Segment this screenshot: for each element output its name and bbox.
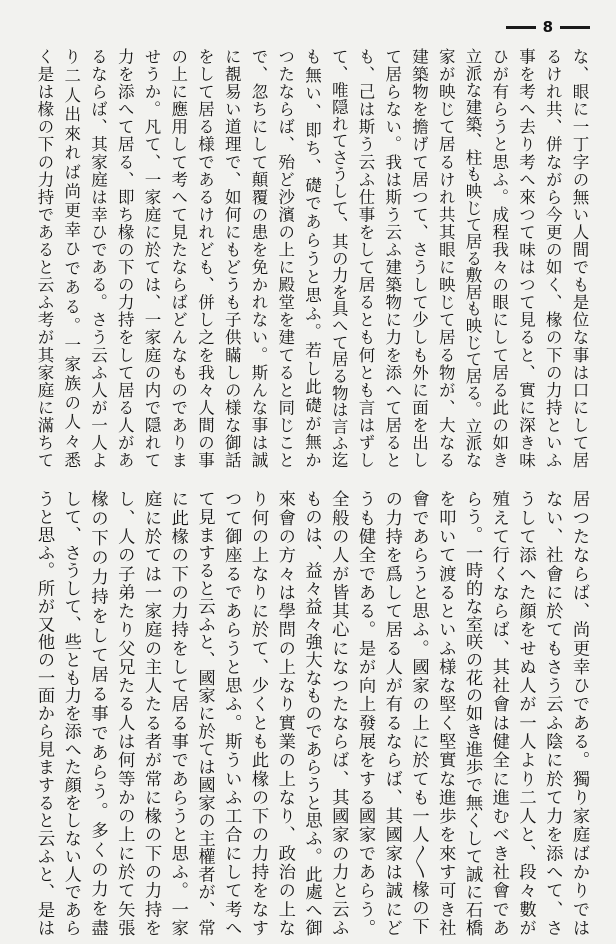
upper-text-column: 立派な建築、柱も映じて居る敷居も映じて居る。立派な bbox=[463, 48, 482, 468]
lower-text-column: り何の上なりに於て、少くとも此椽の下の力持をなす bbox=[248, 490, 268, 936]
lower-text-column: の力持を爲して居る人が有るならば、其國家は誠にど bbox=[381, 490, 402, 936]
page-number-dash-left bbox=[506, 26, 536, 29]
lower-text-column: うして添へた顔をせぬ人が一人より二人と、段々數が bbox=[515, 490, 536, 936]
upper-text-column: 建築物を擔げて居つて、さうして少しも外に面を出し bbox=[409, 48, 429, 468]
page-number-dash-right bbox=[560, 26, 590, 29]
lower-text-column: て見ますると云ふと、國家に於ては國家の主權者が、常 bbox=[194, 490, 215, 936]
upper-text-column: く是は椽の下の力持であると云ふ考が其家庭に滿ちて bbox=[35, 48, 54, 468]
upper-text-column: せうか。凡て、一家庭に於ては、一家庭の内で隠れて bbox=[142, 48, 161, 468]
lower-text-column: ものは、益々益々強大なものであらうと思ふ。此處へ御 bbox=[301, 490, 322, 936]
lower-text-column: 來會の方々は學問の上なり實業の上なり、政治の上な bbox=[274, 490, 295, 936]
upper-text-column: な、眼に一丁字の無い人間でも是位な事は口にして居 bbox=[570, 48, 589, 468]
lower-text-column: 殖えて行くならば、其社會は健全に進むべき社會であ bbox=[488, 490, 509, 936]
lower-text-column: 庭に於ては一家庭の主人たる者が常に椽の下の力持を bbox=[141, 490, 161, 936]
lower-text-column: つて御座るであらうと思ふ。斯ういふ工合にして考へ bbox=[221, 490, 242, 936]
lower-text-column: 全般の人が皆其心になつたならば、其國家の力と云ふ bbox=[328, 490, 349, 936]
lower-text-column: に此椽の下の力持をして居る事であらうと思ふ。一家 bbox=[167, 490, 188, 936]
upper-text-column: の上に應用して考へて見たならばどんなものでありま bbox=[168, 48, 188, 468]
upper-text-column: 事を考へ去り考へ來つて味はつて見ると、實に深き味 bbox=[516, 48, 536, 468]
upper-text-column: も、己は斯う云ふ仕事をして居るとも何とも言はずし bbox=[356, 48, 375, 468]
upper-text-column: 力を添へて居る、即ち椽の下の力持をして居る人があ bbox=[115, 48, 135, 468]
lower-text-column: 椽の下の力持をして居る事であらう。多くの力を盡 bbox=[87, 490, 108, 936]
upper-text-column: つたならば、殆ど沙濱の上に殿堂を建てると同じこと bbox=[275, 48, 295, 468]
upper-text-column: も無い、即ち、礎であらうと思ふ。若し此礎が無か bbox=[302, 48, 322, 468]
upper-text-column: をして居る様であるけれども、併し之を我々人間の事 bbox=[195, 48, 215, 468]
upper-text-column: ひが有らうと思ふ。成程我々の眼にして居る此の如き bbox=[489, 48, 509, 468]
upper-text-column: て、唯隠れてさうして、其の力を具へて居る物は言ふ迄 bbox=[329, 48, 349, 468]
lower-text-column: うも健全である。是が向上發展をする國家であらう。 bbox=[355, 490, 375, 936]
upper-text-block bbox=[30, 48, 592, 468]
lower-text-column: 居つたならば、尚更幸ひである。獨り家庭ばかりでは bbox=[569, 490, 589, 936]
lower-text-column: 會であらうと思ふ。國家の上に於ても一人〳〵椽の下 bbox=[408, 490, 429, 936]
page-number-text: 8 bbox=[542, 18, 553, 36]
lower-text-column: を叩いて渡るといふ様な堅く堅實な進歩を來す可き社 bbox=[435, 490, 456, 936]
upper-text-column: て居らない。我は斯う云ふ建築物に力を添へて居ると bbox=[382, 48, 402, 468]
upper-text-column: り二人出來れば尚更幸ひである。一家族の人々悉 bbox=[61, 48, 81, 468]
upper-text-column: に覩易い道理で、如何にもどうも子供瞞しの様な御話 bbox=[222, 48, 242, 468]
upper-text-column: 家が映じて居るけれ共其眼に映じて居る物が、大なる bbox=[436, 48, 456, 468]
lower-text-column: うと思ふ。所が又他の一面から見ますると云ふと、是は bbox=[34, 490, 54, 936]
lower-text-column: して、さうして、些とも力を添へた顔をしない人であら bbox=[60, 490, 81, 936]
upper-text-column: で、忽ちにして顛覆の患を免かれない。斯んな事は誠 bbox=[249, 48, 268, 468]
page-number bbox=[506, 20, 590, 35]
lower-text-column: ない、社會に於てもさう云ふ陰に於て力を添へて、さ bbox=[542, 490, 563, 936]
lower-text-column: し、人の子弟たり父兄たる人は何等かの上に於て矢張 bbox=[114, 490, 135, 936]
upper-text-column: るならば、其家庭は幸ひである。さう云ふ人が一人よ bbox=[88, 48, 108, 468]
upper-text-column: るけれ共、併ながら今更の如く、椽の下の力持といふ bbox=[543, 48, 563, 468]
lower-text-column: らう。一時的な室咲の花の如き進歩で無くして誠に石橋 bbox=[462, 490, 482, 936]
lower-text-block bbox=[30, 490, 592, 936]
